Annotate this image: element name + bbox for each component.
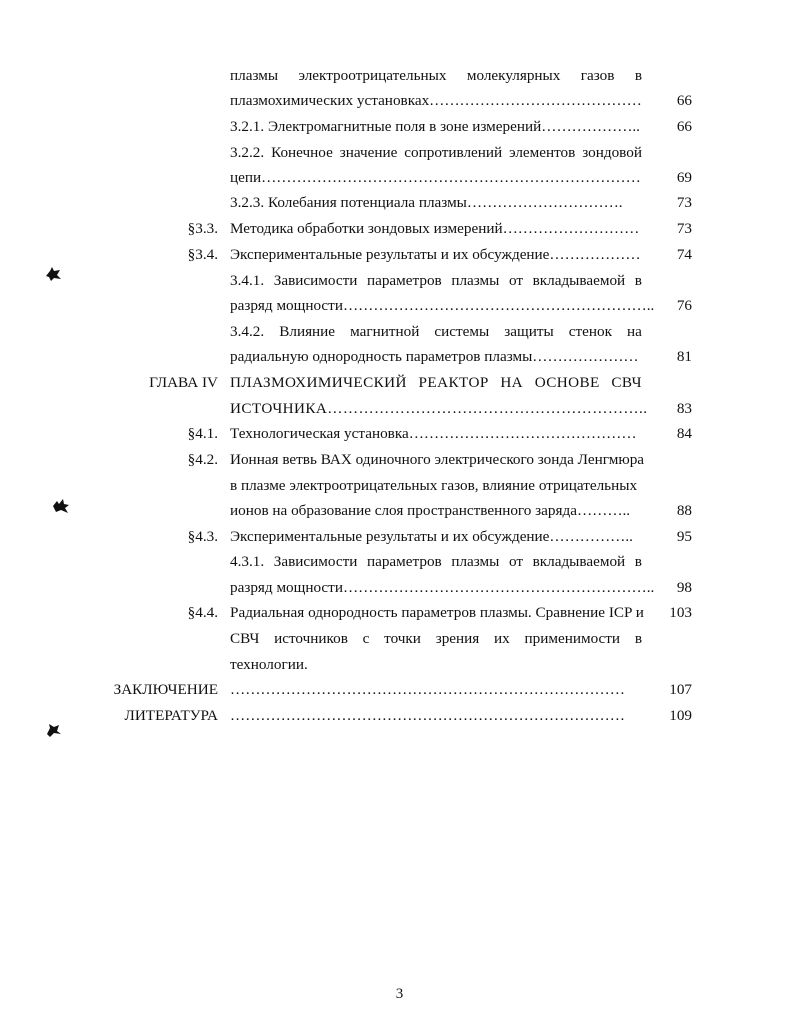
word: элементов xyxy=(509,144,576,161)
word: СВЧ xyxy=(230,630,260,647)
word: магнитной xyxy=(350,323,420,340)
word: газов xyxy=(580,67,615,84)
word: источников xyxy=(274,630,348,647)
toc-entry-text: Ионная ветвь ВАХ одиночного электрического зонда Ленгмюра xyxy=(230,451,645,468)
word: значение xyxy=(339,144,398,161)
word: 4.3.1. xyxy=(230,553,265,570)
word: системы xyxy=(434,323,490,340)
word: защиты xyxy=(504,323,554,340)
section-label: ЗАКЛЮЧЕНИЕ xyxy=(113,681,218,698)
toc-page-number: 69 xyxy=(676,169,692,186)
ink-blot-icon xyxy=(52,498,70,514)
word: точки xyxy=(384,630,421,647)
toc-page-number: 74 xyxy=(676,246,692,263)
word: в xyxy=(634,630,642,647)
toc-page-number: 103 xyxy=(669,604,692,621)
word: плазмы xyxy=(230,67,279,84)
word: параметров xyxy=(366,272,442,289)
word: 3.4.2. xyxy=(230,323,265,340)
chapter-label: ГЛАВА IV xyxy=(149,374,218,391)
section-label: §4.1. xyxy=(187,425,218,442)
toc-page-number: 73 xyxy=(676,194,692,211)
toc-entry-text: плазмохимических установках…………………………………… xyxy=(230,92,642,109)
toc-entry-text: разряд мощности…………………………………………………….. xyxy=(230,579,655,596)
word: ОСНОВЕ xyxy=(534,374,600,391)
toc-page-number: 107 xyxy=(669,681,692,698)
word: плазмы xyxy=(451,272,500,289)
word: в xyxy=(634,67,642,84)
toc-entry-text: цепи………………………………………………………………… xyxy=(230,169,641,186)
word: Конечное xyxy=(271,144,333,161)
toc-page-number: 66 xyxy=(676,118,692,135)
page-number-footer: 3 xyxy=(395,986,404,1002)
toc-page-number: 98 xyxy=(676,579,692,596)
toc-line xyxy=(230,322,642,342)
word: от xyxy=(508,272,523,289)
ink-blot-icon xyxy=(44,266,62,282)
word: применимости xyxy=(524,630,621,647)
toc-entry-text: …………………………………………………………………… xyxy=(230,707,625,724)
toc-entry-text: в плазме электроотрицательных газов, влияние отрицательных xyxy=(230,477,638,494)
word: НА xyxy=(500,374,524,391)
toc-line xyxy=(230,271,642,291)
toc-entry-text: Радиальная однородность параметров плазмы. Сравнение ICP и xyxy=(230,604,644,621)
section-label: §3.3. xyxy=(187,220,218,237)
toc-line xyxy=(230,66,642,86)
word: плазмы xyxy=(451,553,500,570)
word: стенок xyxy=(568,323,612,340)
word: от xyxy=(508,553,523,570)
word: их xyxy=(494,630,510,647)
toc-line xyxy=(230,143,642,163)
word: Зависимости xyxy=(273,553,358,570)
word: вкладываемой xyxy=(532,553,626,570)
toc-entry-text: …………………………………………………………………… xyxy=(230,681,625,698)
toc-page-number: 66 xyxy=(676,92,692,109)
toc-page-number: 88 xyxy=(676,502,692,519)
toc-entry-text: Экспериментальные результаты и их обсуждение…………….. xyxy=(230,528,633,545)
word: СВЧ xyxy=(611,374,642,391)
word: на xyxy=(627,323,642,340)
toc-entry-text: радиальную однородность параметров плазмы………………… xyxy=(230,348,639,365)
section-label: ЛИТЕРАТУРА xyxy=(124,707,218,724)
toc-page-number: 73 xyxy=(676,220,692,237)
section-label: §4.4. xyxy=(187,604,218,621)
word: параметров xyxy=(366,553,442,570)
chapter-title xyxy=(230,373,642,393)
word: с xyxy=(362,630,370,647)
word: сопротивлений xyxy=(404,144,503,161)
section-label: §4.2. xyxy=(187,451,218,468)
toc-page-number: 84 xyxy=(676,425,692,442)
toc-page-number: 81 xyxy=(676,348,692,365)
toc-page-number: 83 xyxy=(676,400,692,417)
toc-line xyxy=(230,552,642,572)
toc-entry-text: Методика обработки зондовых измерений……………………… xyxy=(230,220,640,237)
word: зрения xyxy=(435,630,480,647)
ink-blot-icon xyxy=(44,722,62,738)
word: 3.4.1. xyxy=(230,272,265,289)
word: Зависимости xyxy=(273,272,358,289)
word: РЕАКТОР xyxy=(418,374,489,391)
toc-page-number: 76 xyxy=(676,297,692,314)
toc-entry-text: 3.2.3. Колебания потенциала плазмы…………………………. xyxy=(230,194,623,211)
word: вкладываемой xyxy=(532,272,626,289)
toc-entry-text: 3.2.1. Электромагнитные поля в зоне измерений……………….. xyxy=(230,118,640,135)
word: молекулярных xyxy=(466,67,561,84)
toc-page-number: 95 xyxy=(676,528,692,545)
toc-entry-text: разряд мощности…………………………………………………….. xyxy=(230,297,655,314)
section-label: §4.3. xyxy=(187,528,218,545)
word: Влияние xyxy=(279,323,336,340)
toc-page-number: 109 xyxy=(669,707,692,724)
word: в xyxy=(634,553,642,570)
section-label: §3.4. xyxy=(187,246,218,263)
toc-entry-text: технологии. xyxy=(230,656,308,673)
word: зондовой xyxy=(582,144,642,161)
toc-line xyxy=(230,629,642,649)
toc-entry-text: Экспериментальные результаты и их обсуждение……………… xyxy=(230,246,641,263)
word: в xyxy=(634,272,642,289)
word: электроотрицательных xyxy=(298,67,447,84)
toc-entry-text: Технологическая установка……………………………………… xyxy=(230,425,637,442)
toc-entry-text: ИСТОЧНИКА…………………………………………………….. xyxy=(230,400,648,417)
toc-entry-text: ионов на образование слоя пространственного заряда……….. xyxy=(230,502,631,519)
word: ПЛАЗМОХИМИЧЕСКИЙ xyxy=(230,374,407,391)
word: 3.2.2. xyxy=(230,144,265,161)
